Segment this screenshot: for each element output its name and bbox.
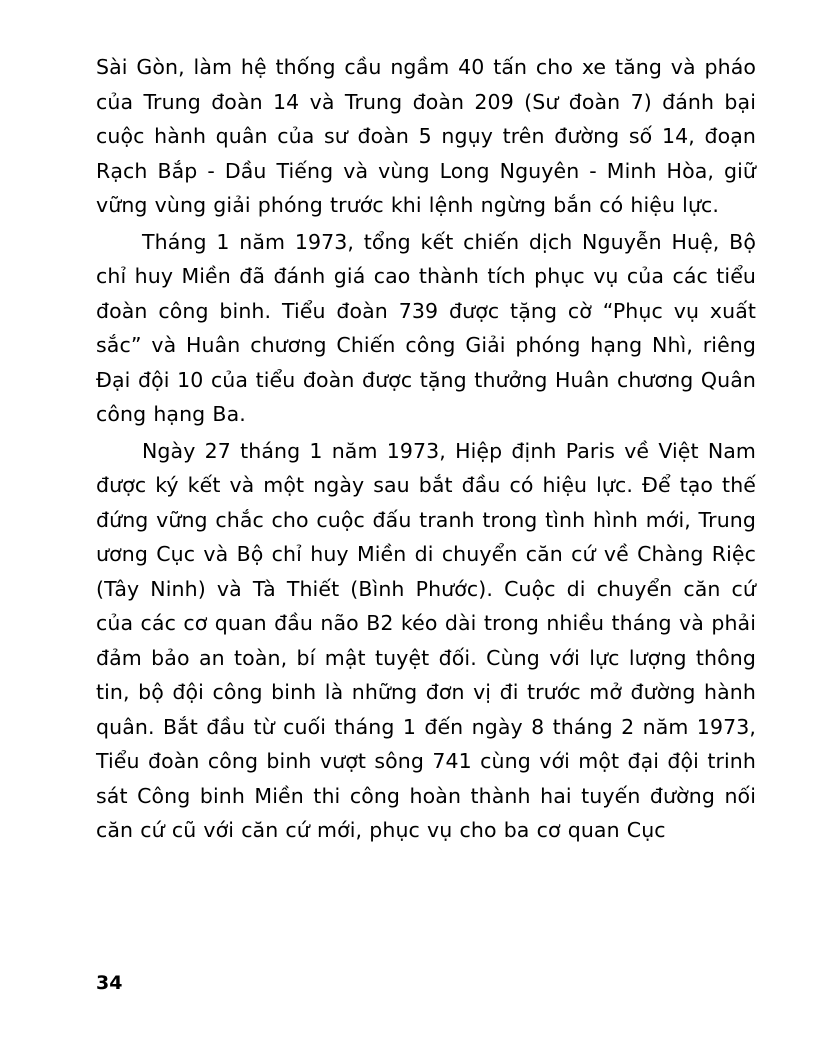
paragraph-1: Sài Gòn, làm hệ thống cầu ngầm 40 tấn cho xe tăng và pháo của Trung đoàn 14 và Trung đoàn 209 (Sư đoàn 7) đánh bại cuộc hành quân của sư đoàn 5 ngụy trên đường số 14, đoạn Rạch Bắp - Dầu Tiếng và vùng Long Nguyên - Minh Hòa, giữ vững vùng giải phóng trước khi lệnh ngừng bắn có hiệu lực.	[96, 55, 756, 217]
paragraph-3: Ngày 27 tháng 1 năm 1973, Hiệp định Paris về Việt Nam được ký kết và một ngày sau bắt đầu có hiệu lực. Để tạo thế đứng vững chắc cho cuộc đấu tranh trong tình hình mới, Trung ương Cục và Bộ chỉ huy Miền di chuyển căn cứ về Chàng Riệc (Tây Ninh) và Tà Thiết (Bình Phước). Cuộc di chuyển căn cứ của các cơ quan đầu não B2 kéo dài trong nhiều tháng và phải đảm bảo an toàn, bí mật tuyệt đối. Cùng với lực lượng thông tin, bộ đội công binh là những đơn vị đi trước mở đường hành quân. Bắt đầu từ cuối tháng 1 đến ngày 8 tháng 2 năm 1973, Tiểu đoàn công binh vượt sông 741 cùng với một đại đội trinh sát Công binh Miền thi công hoàn thành hai tuyến đường nối căn cứ cũ với căn cứ mới, phục vụ cho ba cơ quan Cục	[96, 438, 756, 842]
page-number: 34	[96, 972, 123, 994]
paragraph-2: Tháng 1 năm 1973, tổng kết chiến dịch Nguyễn Huệ, Bộ chỉ huy Miền đã đánh giá cao thành tích phục vụ của các tiểu đoàn công binh. Tiểu đoàn 739 được tặng cờ “Phục vụ xuất sắc” và Huân chương Chiến công Giải phóng hạng Nhì, riêng Đại đội 10 của tiểu đoàn được tặng thưởng Huân chương Quân công hạng Ba.	[96, 229, 756, 426]
body-text-column	[96, 50, 756, 848]
